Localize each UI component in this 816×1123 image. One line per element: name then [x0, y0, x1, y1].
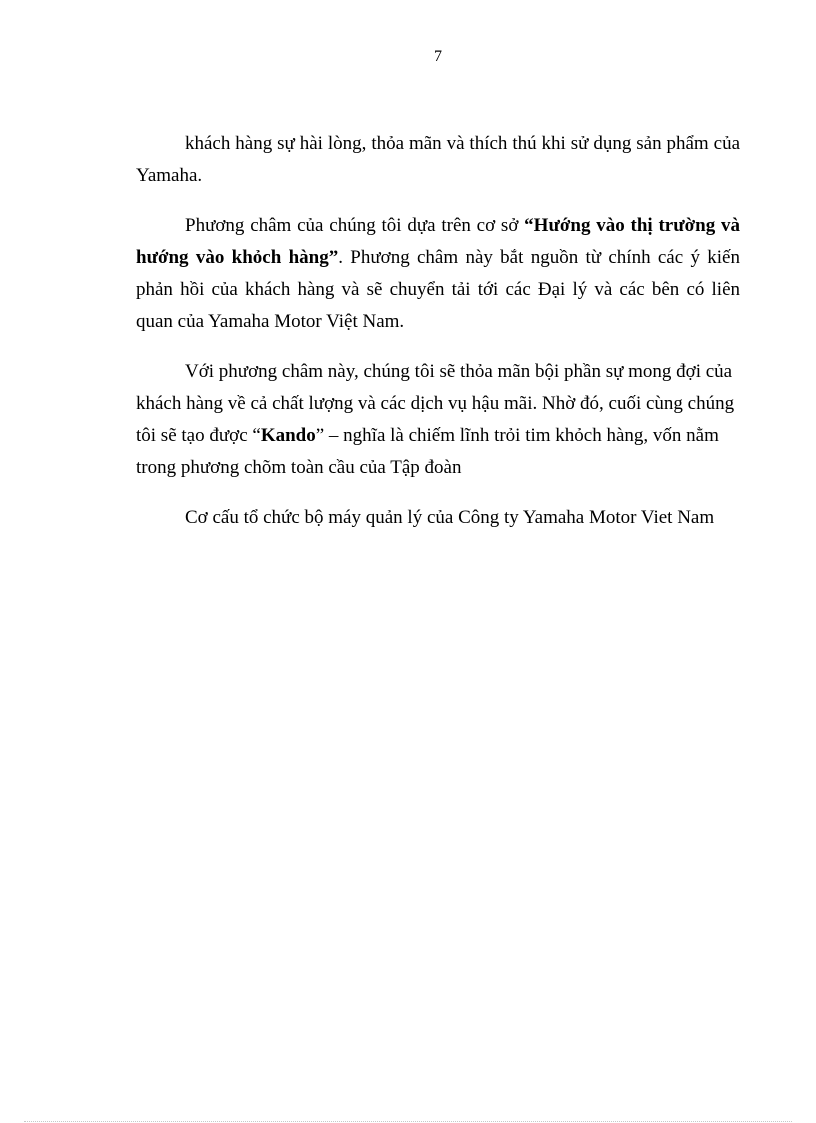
heading-text: Cơ cấu tổ chức bộ máy quản lý của Công ty Yamaha Motor Viet Nam	[185, 507, 715, 528]
paragraph-text-tail: . Phương châm này bắt nguồn từ chính các ý kiến phản hồi của khách hàng và sẽ chuyển tải tới các Đại lý và các bên có liên quan của Yamaha Motor Việt Nam.	[136, 247, 740, 332]
kando-term: Kando	[260, 425, 316, 446]
document-body	[136, 128, 740, 552]
paragraph-text-lead: Với phương châm này, chúng tôi sẽ thỏa mãn bội phần sự mong đợi của khách hàng về cả chất lượng và các dịch vụ hậu mãi. Nhờ đó, cuối cùng chúng tôi sẽ tạo được “	[136, 361, 735, 446]
page-number: 7	[434, 48, 442, 65]
page-bottom-divider	[24, 1121, 792, 1122]
paragraph-text: khách hàng sự hài lòng, thỏa mãn và thích thú khi sử dụng sản phẩm của Yamaha.	[136, 133, 740, 186]
principle-quote: “Hướng vào thị trường và hướng vào khỏch hàng”	[136, 215, 740, 268]
paragraph-customer-satisfaction	[136, 128, 740, 192]
paragraph-text-lead: Phương châm của chúng tôi dựa trên cơ sở	[185, 215, 525, 236]
paragraph-guiding-principle	[136, 210, 740, 338]
paragraph-text-tail: ” – nghĩa là chiếm lĩnh trỏi tim khỏch hàng, vốn nằm trong phương chõm toàn cầu của Tập đoàn	[136, 425, 719, 478]
section-heading-org-structure	[136, 502, 740, 534]
paragraph-kando	[136, 356, 740, 484]
